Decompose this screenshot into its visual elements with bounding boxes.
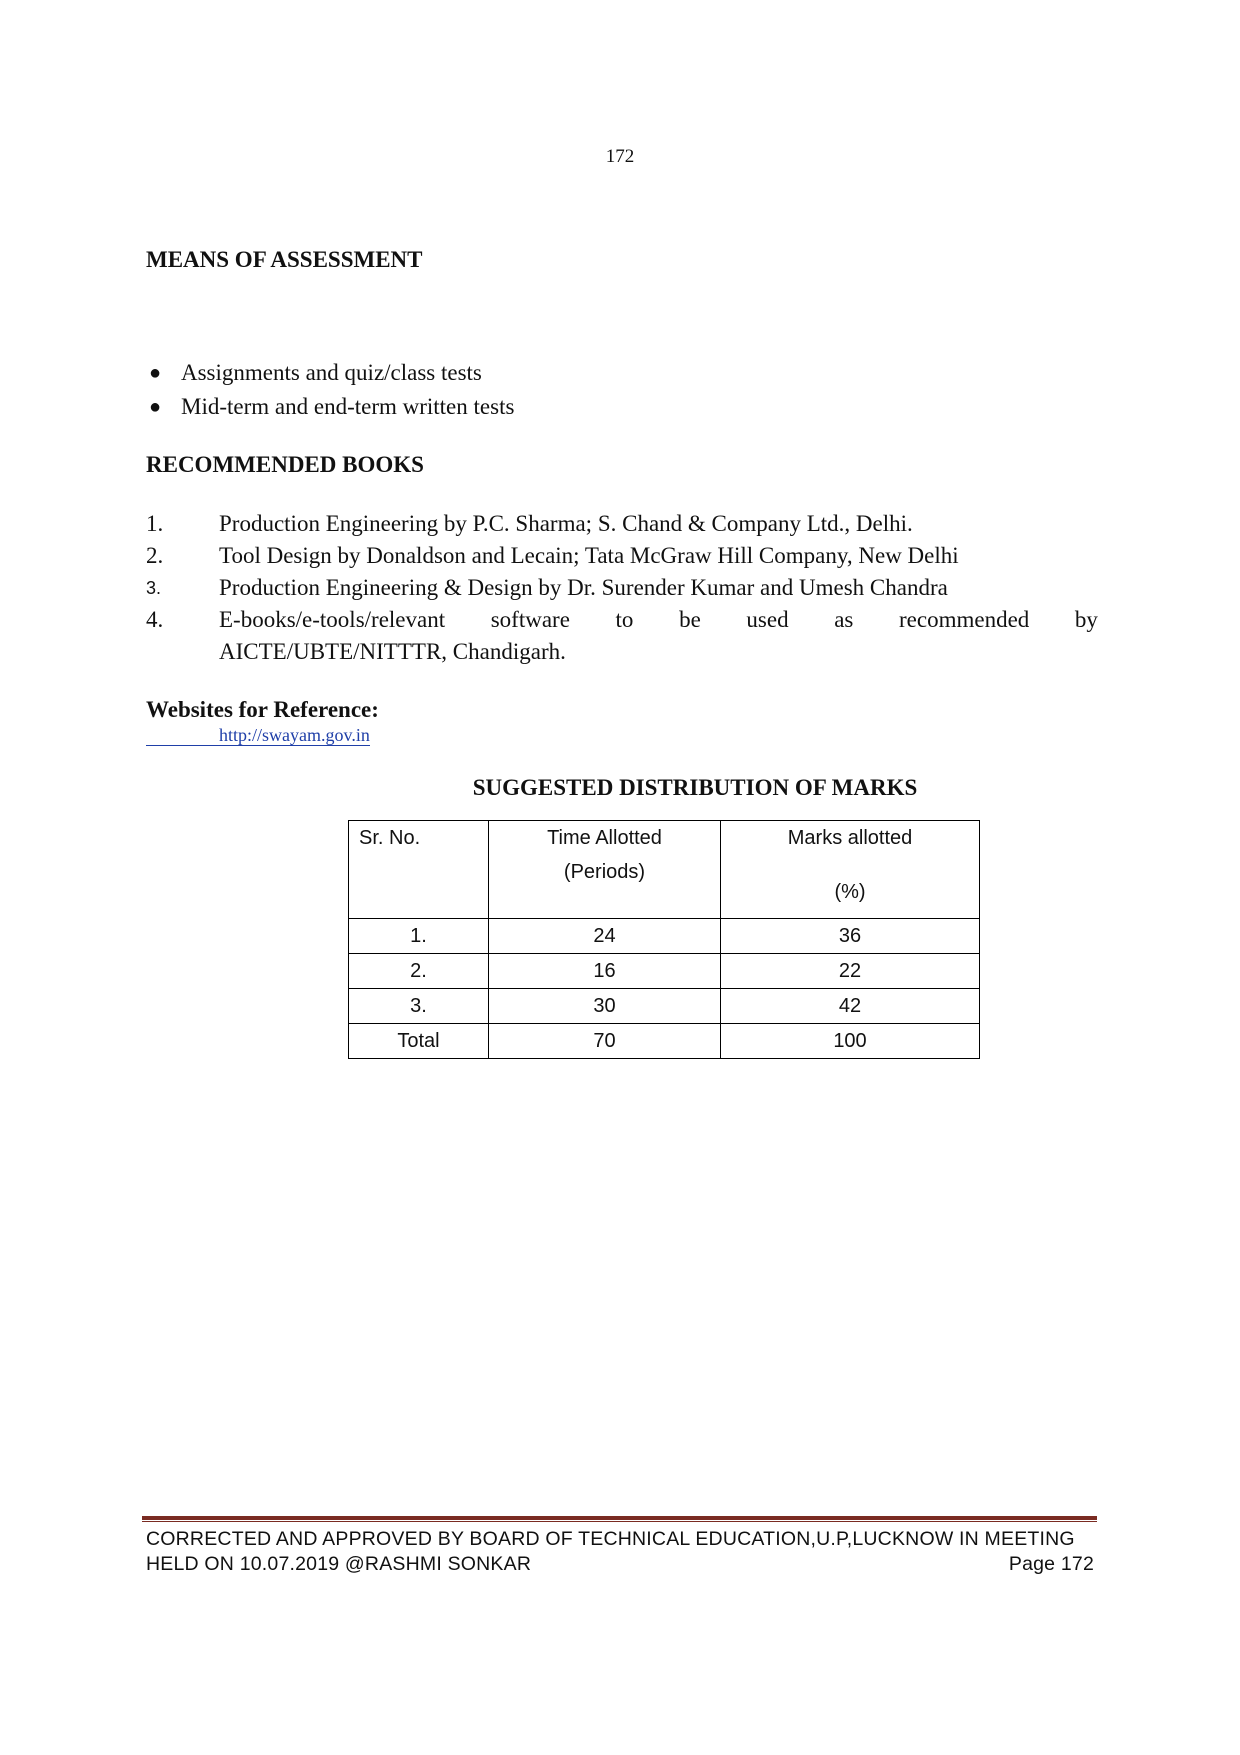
word: by	[1074, 607, 1098, 632]
bullet-icon: ●	[149, 362, 162, 384]
page-number: 172	[605, 146, 635, 167]
footer-page-label: Page 172	[1008, 1553, 1094, 1575]
marks-table	[348, 820, 980, 1059]
header-time-allotted: Time Allotted (Periods)	[489, 821, 721, 919]
header-sr-no: Sr. No.	[349, 821, 489, 919]
book-title-line2: AICTE/UBTE/NITTTR, Chandigarh.	[219, 639, 566, 664]
books-heading: RECOMMENDED BOOKS	[146, 452, 424, 477]
references-heading: Websites for Reference:	[146, 697, 379, 722]
cell-sr: 1.	[349, 919, 489, 954]
reference-link[interactable]: http://swayam.gov.in	[146, 725, 370, 746]
list-item	[146, 508, 1098, 540]
footer-line2: HELD ON 10.07.2019 @RASHMI SONKAR	[146, 1553, 532, 1575]
cell-marks: 36	[721, 919, 980, 954]
header-marks-allotted: Marks allotted (%)	[721, 821, 980, 919]
list-number: 4.	[146, 607, 164, 632]
footer-rule-thin	[142, 1521, 1097, 1522]
list-item: ● Assignments and quiz/class tests	[146, 356, 514, 390]
footer-line1: CORRECTED AND APPROVED BY BOARD OF TECHNICAL EDUCATION,U.P,LUCKNOW IN MEETING	[146, 1528, 1075, 1550]
cell-time: 24	[489, 919, 721, 954]
book-title: Tool Design by Donaldson and Lecain; Tata McGraw Hill Company, New Delhi	[219, 543, 959, 568]
book-title-line1	[219, 604, 1098, 636]
table-header-row	[349, 821, 980, 919]
word: software	[490, 607, 570, 632]
table-title: SUGGESTED DISTRIBUTION OF MARKS	[472, 775, 918, 800]
table-row	[349, 954, 980, 989]
table-row	[349, 989, 980, 1024]
word: used	[746, 607, 789, 632]
book-title: Production Engineering by P.C. Sharma; S. Chand & Company Ltd., Delhi.	[219, 511, 913, 536]
list-number: 2.	[146, 543, 164, 568]
footer-line2-row	[146, 1552, 1094, 1577]
cell-time: 70	[489, 1024, 721, 1059]
book-title: Production Engineering & Design by Dr. Surender Kumar and Umesh Chandra	[219, 575, 948, 600]
word: recommended	[899, 607, 1030, 632]
footer	[146, 1527, 1094, 1577]
table-row	[349, 919, 980, 954]
table-total-row	[349, 1024, 980, 1059]
list-item	[146, 540, 1098, 572]
list-item	[146, 604, 1098, 668]
list-item	[146, 572, 1098, 604]
list-number: 1.	[146, 511, 164, 536]
cell-time: 16	[489, 954, 721, 989]
word: to	[615, 607, 634, 632]
word: E-books/e-tools/relevant	[219, 607, 446, 632]
assessment-list	[146, 356, 514, 424]
cell-marks: 100	[721, 1024, 980, 1059]
assessment-heading: MEANS OF ASSESSMENT	[146, 247, 423, 272]
cell-marks: 22	[721, 954, 980, 989]
cell-time: 30	[489, 989, 721, 1024]
footer-rule	[142, 1516, 1097, 1520]
books-list	[146, 508, 1098, 668]
bullet-icon: ●	[149, 396, 162, 418]
list-number: 3.	[146, 578, 162, 598]
word: be	[679, 607, 701, 632]
list-item: ● Mid-term and end-term written tests	[146, 390, 514, 424]
word: as	[834, 607, 854, 632]
cell-sr: 2.	[349, 954, 489, 989]
cell-sr: Total	[349, 1024, 489, 1059]
cell-sr: 3.	[349, 989, 489, 1024]
cell-marks: 42	[721, 989, 980, 1024]
